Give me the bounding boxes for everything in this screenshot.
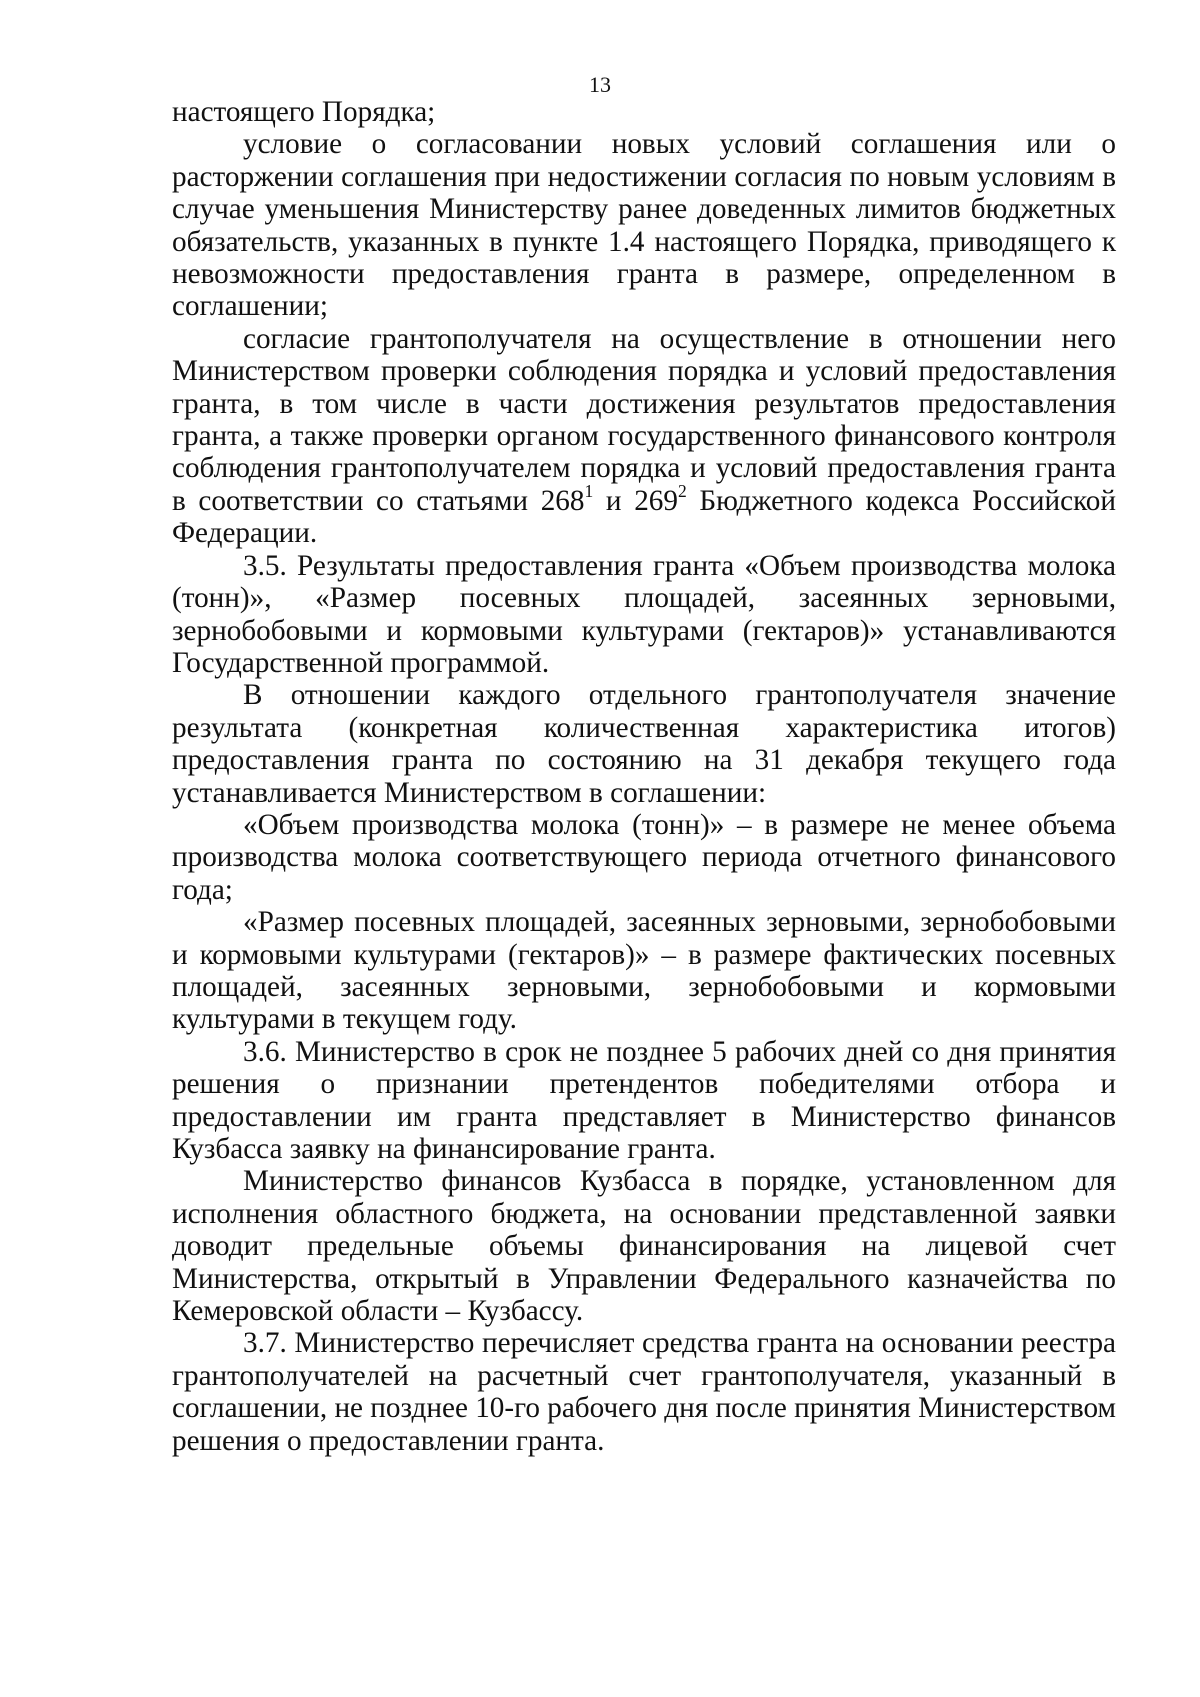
paragraph-section-3-5: 3.5. Результаты предоставления гранта «Объем производства молока (тонн)», «Размер посевных площадей, засеянных зерновыми, зернобобовыми и кормовыми культурами (гектаров)» устанавливаются Государственной программой. <box>172 549 1116 679</box>
consent-text-part1: согласие грантополучателя на осуществление в отношении него Министерством проверки соблюдения порядка и условий предоставления гранта, в том числе в части достижения результатов предоставления гранта, а также проверки органом государственного финансового контроля соблюдения грантополучателем порядка и условий предоставления гранта в соответствии со статьями 268 <box>172 322 1116 517</box>
paragraph-milk-volume: «Объем производства молока (тонн)» – в размере не менее объема производства молока соответствующего периода отчетного финансового года; <box>172 808 1116 906</box>
paragraph-section-3-6: 3.6. Министерство в срок не позднее 5 рабочих дней со дня принятия решения о признании претендентов победителями отбора и предоставлении им гранта представляет в Министерство финансов Кузбасса заявку на финансирование гранта. <box>172 1035 1116 1165</box>
article-269-superscript: 2 <box>677 480 687 501</box>
consent-text-part3: Бюджетного кодекса Российской Федерации. <box>172 484 1117 550</box>
paragraph-sown-area: «Размер посевных площадей, засеянных зерновыми, зернобобовыми и кормовыми культурами (гектаров)» – в размере фактических посевных площадей, засеянных зерновыми, зернобобовыми и кормовыми культурами в текущем году. <box>172 906 1116 1036</box>
paragraph-section-3-7: 3.7. Министерство перечисляет средства гранта на основании реестра грантополучателей на расчетный счет грантополучателя, указанный в соглашении, не позднее 10-го рабочего дня после принятия Министерством решения о предоставлении гранта. <box>172 1327 1117 1457</box>
consent-text-part2: и 269 <box>593 484 678 517</box>
document-body <box>172 96 1116 1457</box>
page-number: 13 <box>589 72 611 97</box>
paragraph-result-value: В отношении каждого отдельного грантополучателя значение результата (конкретная количественная характеристика итогов) предоставления гранта по состоянию на 31 декабря текущего года устанавливается Министерством в соглашении: <box>172 679 1116 809</box>
article-268-superscript: 1 <box>584 480 594 501</box>
paragraph-agreement-conditions: условие о согласовании новых условий соглашения или о расторжении соглашения при недостижении согласия по новым условиям в случае уменьшения Министерству ранее доведенных лимитов бюджетных обязательств, указанных в пункте 1.4 настоящего Порядка, приводящего к невозможности предоставления гранта в размере, определенном в соглашении; <box>172 128 1116 323</box>
paragraph-consent-to-audit <box>172 323 1116 550</box>
paragraph-finance-ministry: Министерство финансов Кузбасса в порядке, установленном для исполнения областного бюджета, на основании представленной заявки доводит предельные объемы финансирования на лицевой счет Министерства, открытый в Управлении Федерального казначейства по Кемеровской области – Кузбассу. <box>172 1165 1116 1328</box>
paragraph-continuation: настоящего Порядка; <box>172 96 436 128</box>
